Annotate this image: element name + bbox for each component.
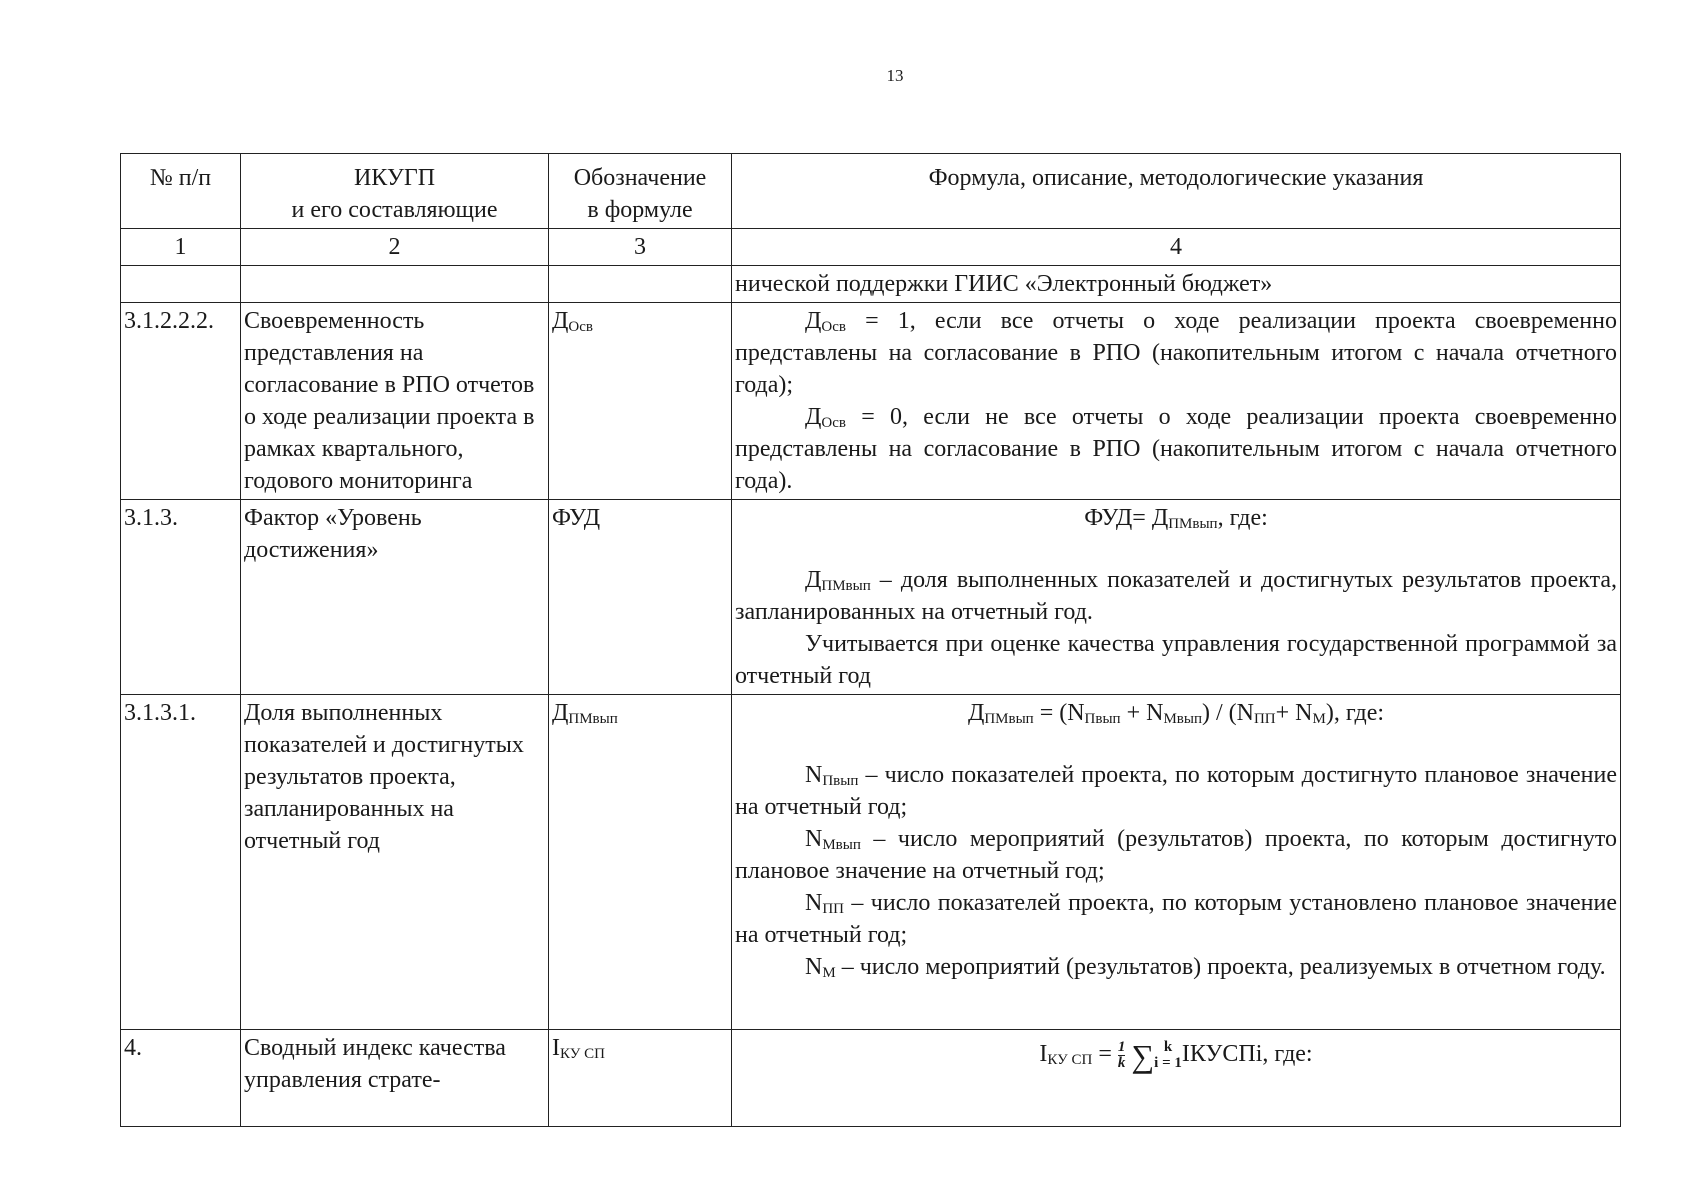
formula: $ФУД= Д_{ПМвып}$, где: [1084, 505, 1268, 532]
summation-formula: $I_{КУ СП}$ = $\frac{1}{k}$ ∑ k i = 1 IКУСПi, где: [1039, 1038, 1313, 1074]
row-number: 4. [121, 1030, 241, 1127]
formula-description: $ФУД= Д_{ПМвып}$, где: $Д_{ПМвып}$ – доля выполненных показателей и достигнутых результатов проекта, запланированных на отчетный год. Учитывается при оценке качества управления государственной программой за отчетный год [732, 500, 1621, 695]
formula: $Д_{ПМвып} = (N_{Пвып} + N_{Мвып}) / (N_{ПП}+ N_М)$, где: [967, 700, 1385, 727]
column-number-row [121, 229, 1621, 266]
formula-description [732, 1030, 1621, 1127]
header-indicator: ИКУГП и его составляющие [241, 154, 549, 229]
table-row [121, 303, 1621, 500]
col-number-1: 1 [121, 229, 241, 266]
continuation-text: нической поддержки ГИИС «Электронный бюджет» [732, 266, 1621, 303]
header-number: № п/п [121, 154, 241, 229]
table-row [121, 695, 1621, 1030]
header-formula: Формула, описание, методологические указания [732, 154, 1621, 229]
row-number: 3.1.3.1. [121, 695, 241, 1030]
header-row [121, 154, 1621, 229]
col-number-3: 3 [549, 229, 732, 266]
row-number: 3.1.2.2.2. [121, 303, 241, 500]
formula-description: $Д_{ПМвып} = (N_{Пвып} + N_{Мвып}) / (N_{ПП}+ N_М)$, где: $N_{Пвып}$ – число показателей проекта, по которым достигнуто плановое значение на отчетный год; $N_{Мвып}$ – число мероприятий (результатов) проекта, по которым достигнуто плановое значение на отчетный год; $N_{ПП}$ – число показателей проекта, по которым установлено плановое значение на отчетный год; $N_М$ – число мероприятий (результатов) проекта, реализуемых в отчетном году. [732, 695, 1621, 1030]
formula-symbol: ФУД [549, 500, 732, 695]
indicator-name: Доля выполненных показателей и достигнутых результатов проекта, запланированных на отчетный год [241, 695, 549, 1030]
table-row [121, 266, 1621, 303]
page-number: 13 [886, 66, 904, 85]
col-number-2: 2 [241, 229, 549, 266]
indicator-name: Фактор «Уровень достижения» [241, 500, 549, 695]
methodology-table [120, 153, 1621, 1127]
formula-symbol: $Д_{ПМвып}$ [549, 695, 732, 1030]
formula-symbol: $Д_{Осв}$ [549, 303, 732, 500]
header-symbol: Обозначение в формуле [549, 154, 732, 229]
table-row [121, 1030, 1621, 1127]
formula-symbol: $I_{КУ СП}$ [549, 1030, 732, 1127]
indicator-name: Своевременность представления на согласование в РПО отчетов о ходе реализации проекта в рамках квартального, годового мониторинга [241, 303, 549, 500]
col-number-4: 4 [732, 229, 1621, 266]
formula-description: $Д_{Осв} = 1$, если все отчеты о ходе реализации проекта своевременно представлены на согласование в РПО (накопительным итогом с начала отчетного года); $Д_{Осв} = 0$, если не все отчеты о ходе реализации проекта своевременно представлены на согласование в РПО (накопительным итогом с начала отчетного года). [732, 303, 1621, 500]
table-row [121, 500, 1621, 695]
row-number: 3.1.3. [121, 500, 241, 695]
indicator-name: Сводный индекс качества управления страте- [241, 1030, 549, 1127]
